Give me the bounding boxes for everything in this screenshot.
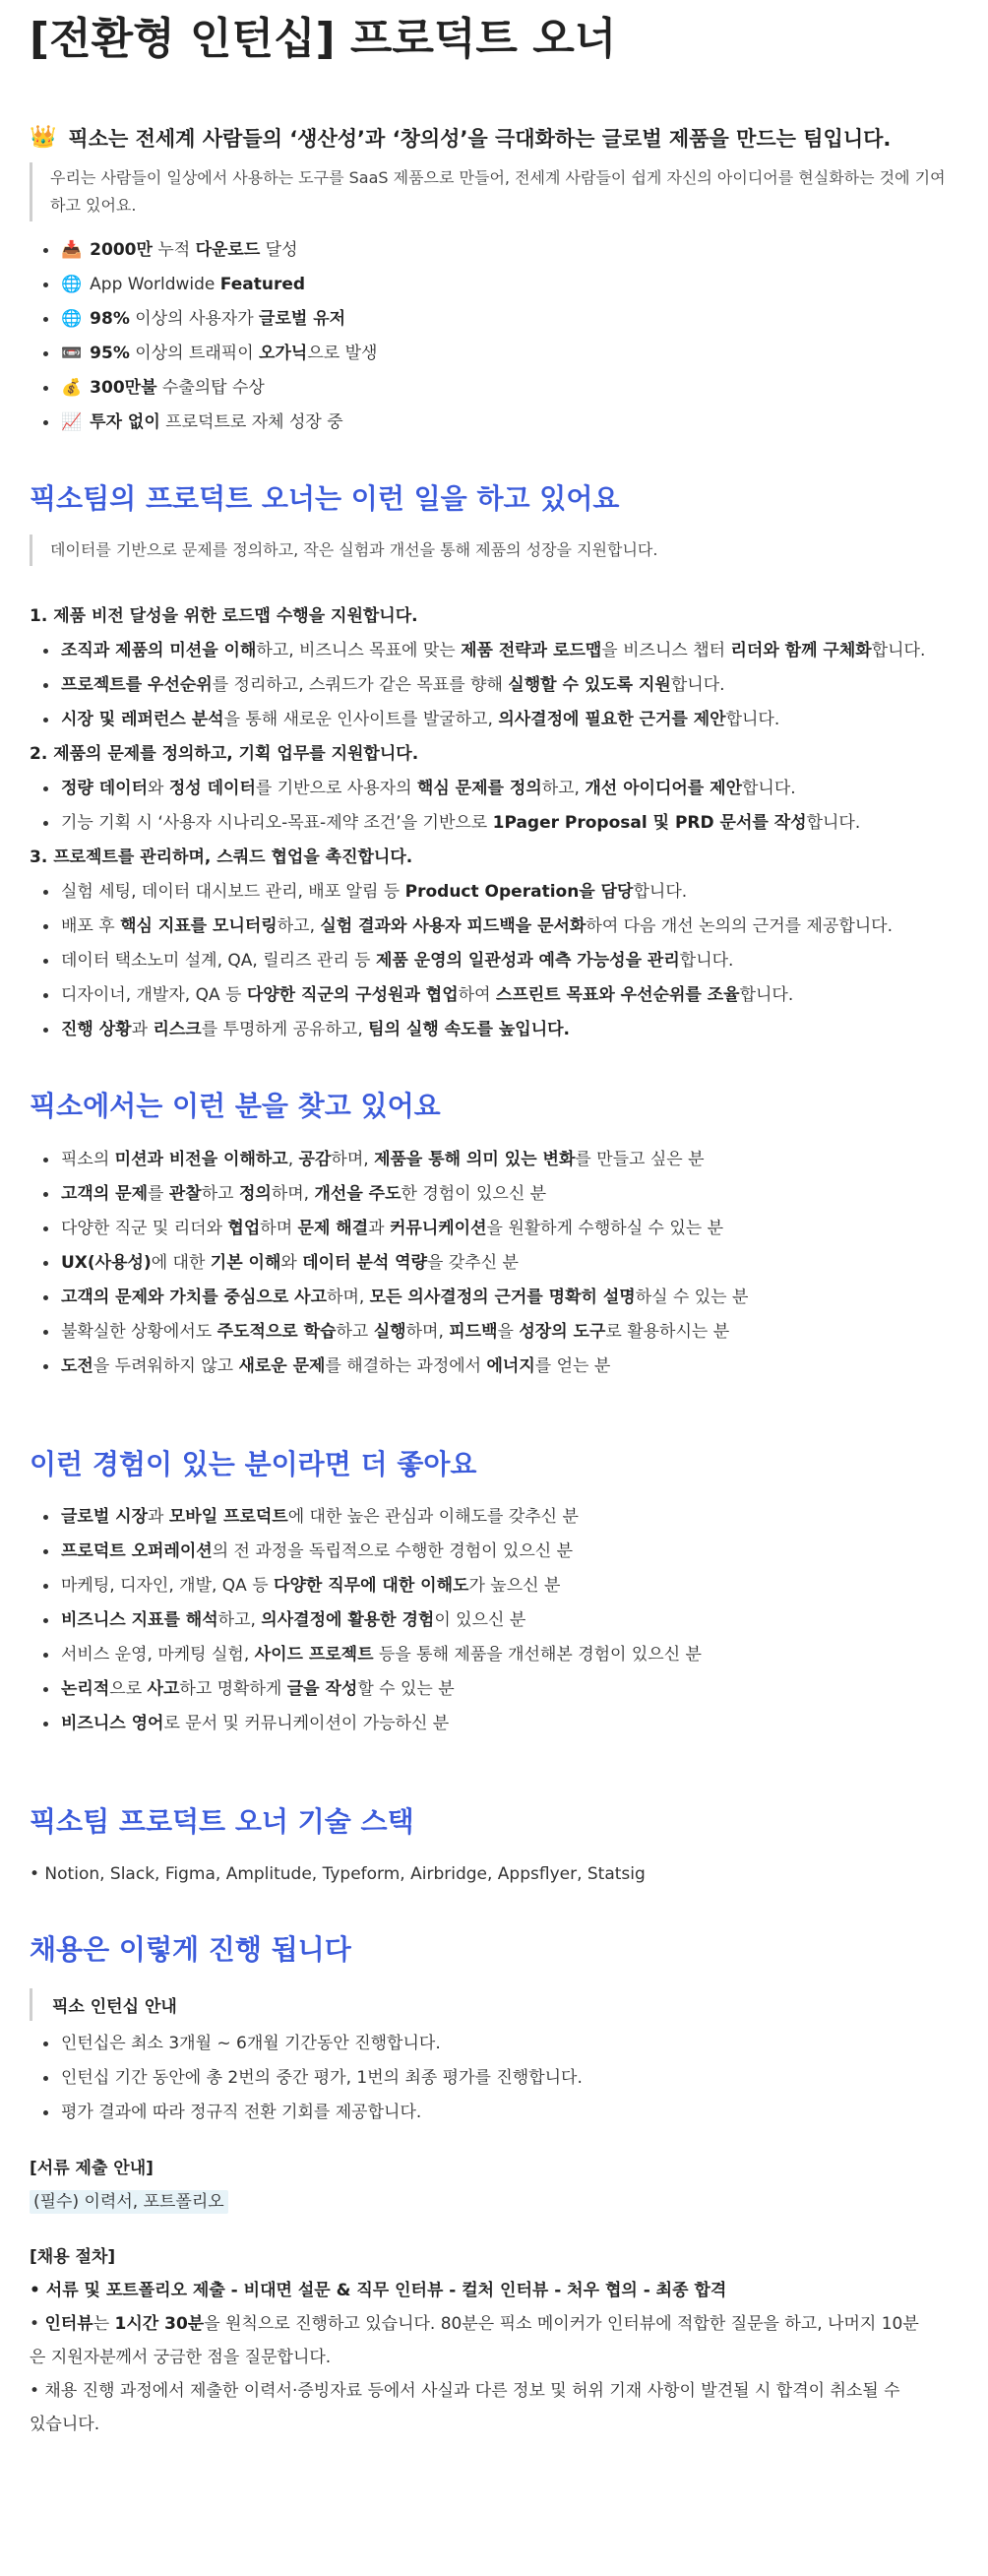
stat-item: [41, 406, 958, 440]
text: 하고: [201, 1183, 239, 1204]
bold-text: 진행 상황: [61, 1020, 132, 1040]
role-group-title: 3. 프로젝트를 관리하며, 스쿼드 협업을 촉진합니다.: [30, 848, 413, 868]
bold-text: 프로젝트를 우선순위: [61, 675, 213, 696]
bold-text: 조직과 제품의 미션을 이해: [61, 641, 257, 661]
bold-text: 리스크: [153, 1020, 202, 1040]
bold-text: 핵심 지표를 모니터링: [120, 916, 278, 937]
text: 을 원활하게 수행하실 수 있는 분: [486, 1218, 724, 1238]
stat-emoji-icon: 📈: [61, 411, 83, 432]
text: 픽소의: [61, 1149, 115, 1169]
page-title: [전환형 인턴십] 프로덕트 오너: [30, 14, 617, 64]
role-quote: 데이터를 기반으로 문제를 정의하고, 작은 실험과 개선을 통해 제품의 성장을 지원합니다.: [30, 534, 958, 566]
role-item: [41, 944, 958, 978]
intro-headline-text: 픽소는 전세계 사람들의 ‘생산성’과 ‘창의성’을 극대화하는 글로벌 제품을 만드는 팀입니다.: [68, 126, 892, 151]
bold-text: 다운로드: [195, 239, 261, 260]
section-role-heading: 픽소팀의 프로덕트 오너는 이런 일을 하고 있어요: [30, 481, 620, 515]
bold-text: 98%: [90, 308, 130, 329]
text: 합니다.: [670, 675, 725, 696]
text: App Worldwide: [90, 274, 220, 294]
stat-item: [41, 302, 958, 337]
text: 을 통해 새로운 인사이트를 발굴하고,: [223, 710, 499, 730]
bold-text: 개선 아이디어를 제안: [585, 779, 742, 799]
text: 를 해결하는 과정에서: [325, 1355, 487, 1376]
text: 누적: [152, 239, 196, 260]
bold-text: 공감: [298, 1149, 332, 1169]
looking-for-item: [41, 1350, 958, 1384]
text: 수출의탑 수상: [156, 377, 265, 398]
text: 마케팅, 디자인, 개발, QA 등: [61, 1575, 275, 1596]
text: 으로 발생: [307, 343, 378, 363]
internship-info-list: [30, 2027, 958, 2130]
stat-emoji-icon: 💰: [61, 377, 83, 398]
preferred-item: [41, 1638, 958, 1672]
bold-text: 투자 없이: [90, 411, 160, 432]
text: 합니다.: [806, 813, 861, 834]
bold-text: 고객의 문제와 가치를 중심으로 사고: [61, 1287, 328, 1307]
role-item: [41, 978, 958, 1013]
bold-text: 95%: [90, 343, 130, 363]
process-title: [채용 절차]: [30, 2246, 116, 2267]
text: 에 대한: [151, 1252, 211, 1273]
bold-text: 협업: [227, 1218, 261, 1238]
text: 이 있으신 분: [434, 1609, 526, 1630]
bold-text: 실험 결과와 사용자 피드백을 문서화: [320, 916, 587, 937]
crown-icon: 👑: [30, 125, 57, 151]
bold-text: 리더와 함께 구체화: [730, 641, 872, 661]
text: 프로덕트로 자체 성장 중: [159, 411, 343, 432]
section-tech-stack-heading: 픽소팀 프로덕트 오너 기술 스택: [30, 1804, 414, 1838]
text: ,: [287, 1149, 299, 1169]
text: 이상의 트래픽이: [129, 343, 260, 363]
looking-for-item: [41, 1281, 958, 1315]
text: 로 활용하시는 분: [605, 1321, 730, 1342]
tech-stack-line: • Notion, Slack, Figma, Amplitude, Typeform, Airbridge, Appsflyer, Statsig: [30, 1864, 646, 1885]
role-item: [41, 875, 958, 910]
section-hiring-process-heading: 채용은 이렇게 진행 됩니다: [30, 1933, 351, 1967]
looking-for-item: [41, 1212, 958, 1246]
docs-title: [서류 제출 안내]: [30, 2158, 154, 2178]
text: 과: [148, 1506, 169, 1527]
bold-text: 모바일 프로덕트: [168, 1506, 288, 1527]
bold-text: 시장 및 레퍼런스 분석: [61, 710, 224, 730]
intro-headline: [30, 123, 958, 153]
text: 와: [280, 1252, 303, 1273]
bold-text: 글을 작성: [286, 1678, 358, 1699]
stat-emoji-icon: 🌐: [61, 274, 83, 294]
stat-item: [41, 233, 958, 268]
stat-emoji-icon: 🌐: [61, 308, 83, 329]
preferred-item: [41, 1535, 958, 1569]
preferred-item: [41, 1707, 958, 1741]
text: 과: [368, 1218, 390, 1238]
text: 이상의 사용자가: [129, 308, 260, 329]
role-item: [41, 772, 958, 806]
bold-text: 스프린트 목표와 우선순위를 조율: [495, 985, 740, 1006]
looking-for-item: [41, 1315, 958, 1350]
role-item: [41, 806, 958, 841]
stat-item: [41, 371, 958, 406]
bold-text: 커뮤니케이션: [389, 1218, 487, 1238]
bold-text: 의사결정에 필요한 근거를 제안: [498, 710, 726, 730]
bold-text: 에너지: [486, 1355, 535, 1376]
looking-for-item: [41, 1246, 958, 1281]
text: 에 대한 높은 관심과 이해도를 갖추신 분: [287, 1506, 579, 1527]
text: 으로: [109, 1678, 148, 1699]
text: 를 만들고 싶은 분: [575, 1149, 705, 1169]
text: 합니다.: [742, 779, 796, 799]
bold-text: 논리적: [61, 1678, 110, 1699]
bold-text: 새로운 문제: [238, 1355, 326, 1376]
bold-text: 주도적으로 학습: [216, 1321, 337, 1342]
bold-text: 도전: [61, 1355, 93, 1376]
role-item: [41, 703, 958, 737]
bold-text: 다양한 직무에 대한 이해도: [274, 1575, 469, 1596]
bold-text: 300만불: [90, 377, 157, 398]
bold-text: 팀의 실행 속도를 높입니다.: [368, 1020, 570, 1040]
text: 합니다.: [739, 985, 794, 1006]
text: 배포 후: [61, 916, 121, 937]
text: •: [30, 2313, 45, 2334]
text: 등을 통해 제품을 개선해본 경험이 있으신 분: [373, 1644, 702, 1665]
preferred-list: [30, 1500, 958, 1741]
text: 을 비즈니스 챕터: [601, 641, 731, 661]
bold-text: 문제 해결: [297, 1218, 369, 1238]
bold-text: 실행: [373, 1321, 406, 1342]
bold-text: 미션과 비전을 이해하고: [114, 1149, 288, 1169]
docs-required-line: (필수) 이력서, 포트폴리오: [30, 2190, 228, 2214]
text: 하고,: [217, 1609, 262, 1630]
text: 하며,: [405, 1321, 450, 1342]
bold-text: 글로벌 시장: [61, 1506, 149, 1527]
text: 를 기반으로 사용자의: [255, 779, 417, 799]
bold-text: Featured: [219, 274, 306, 294]
text: 가 높으신 분: [468, 1575, 561, 1596]
role-item: [41, 1013, 958, 1047]
text: 달성: [260, 239, 298, 260]
bold-text: 오가닉: [259, 343, 308, 363]
text: 하고, 비즈니스 목표에 맞는: [256, 641, 462, 661]
bold-text: 2000만: [90, 239, 153, 260]
stat-item: [41, 337, 958, 371]
text: 을 두려워하지 않고: [93, 1355, 239, 1376]
bold-text: 정의: [238, 1183, 272, 1204]
bold-text: 정량 데이터: [61, 779, 149, 799]
role-group-title: 2. 제품의 문제를 정의하고, 기획 업무를 지원합니다.: [30, 744, 419, 765]
bold-text: 제품을 통해 의미 있는 변화: [374, 1149, 576, 1169]
text: 합니다.: [725, 710, 780, 730]
section-preferred-heading: 이런 경험이 있는 분이라면 더 좋아요: [30, 1447, 477, 1480]
notice-notes: [30, 2374, 958, 2441]
bold-text: 사고: [147, 1678, 180, 1699]
stat-emoji-icon: 📥: [61, 239, 83, 260]
text: 하며: [260, 1218, 298, 1238]
intro-quote: 우리는 사람들이 일상에서 사용하는 도구를 SaaS 제품으로 만들어, 전세계 사람들이 쉽게 자신의 아이디어를 현실화하는 것에 기여하고 있어요.: [30, 162, 958, 221]
text: 를 정리하고, 스쿼드가 같은 목표를 향해: [212, 675, 509, 696]
text: 하며,: [331, 1149, 375, 1169]
text: 합니다.: [871, 641, 926, 661]
bold-text: 모든 의사결정의 근거를 명확히 설명: [369, 1287, 636, 1307]
bold-text: 성장의 도구: [519, 1321, 606, 1342]
preferred-item: [41, 1672, 958, 1707]
text: 과: [131, 1020, 154, 1040]
role-groups: [30, 599, 958, 1047]
bold-text: 1시간 30분: [114, 2313, 205, 2334]
role-group-list: [30, 634, 958, 737]
looking-for-item: [41, 1177, 958, 1212]
bold-text: 핵심 문제를 정의: [416, 779, 542, 799]
bold-text: 프로덕트 오퍼레이션: [61, 1540, 213, 1561]
internship-info-item: 평가 결과에 따라 정규직 전환 기회를 제공합니다.: [41, 2096, 958, 2130]
preferred-item: [41, 1603, 958, 1638]
docs-line-wrap: [30, 2185, 958, 2219]
bold-text: 제품 전략과 로드맵: [461, 641, 602, 661]
internship-info-item: 인턴십 기간 동안에 총 2번의 중간 평가, 1번의 최종 평가를 진행합니다.: [41, 2061, 958, 2096]
stat-item: [41, 268, 958, 302]
text: 는: [93, 2313, 115, 2334]
bold-text: Product Operation을 담당: [404, 882, 634, 903]
preferred-item: [41, 1500, 958, 1535]
bold-text: 1Pager Proposal 및 PRD 문서를 작성: [492, 813, 807, 834]
role-group-list: [30, 772, 958, 841]
text: 를 얻는 분: [534, 1355, 611, 1376]
text: 다양한 직군 및 리더와: [61, 1218, 228, 1238]
role-item: [41, 668, 958, 703]
text: 하고,: [277, 916, 321, 937]
text: 하고 명확하게: [179, 1678, 287, 1699]
text: 을: [497, 1321, 520, 1342]
bold-text: 데이터 분석 역량: [302, 1252, 428, 1273]
process-steps: • 서류 및 포트폴리오 제출 - 비대면 설문 & 직무 인터뷰 - 컬처 인터뷰 - 처우 협의 - 최종 합격: [30, 2280, 727, 2300]
notice-line: • 채용 진행 과정에서 제출한 이력서·증빙자료 등에서 사실과 다른 정보 및 허위 기재 사항이 발견될 시 합격이 취소될 수: [30, 2380, 900, 2401]
interview-note-line: [30, 2307, 958, 2341]
bold-text: 개선을 주도: [314, 1183, 401, 1204]
bold-text: UX(사용성): [61, 1252, 152, 1273]
text: 한 경험이 있으신 분: [401, 1183, 547, 1204]
text: 합니다.: [679, 951, 734, 972]
bold-text: 의사결정에 활용한 경험: [261, 1609, 435, 1630]
text: 와: [148, 779, 169, 799]
text: 하여: [458, 985, 496, 1006]
text: 실험 세팅, 데이터 대시보드 관리, 배포 알림 등: [61, 882, 405, 903]
text: 디자이너, 개발자, QA 등: [61, 985, 247, 1006]
text: 을 원칙으로 진행하고 있습니다. 80분은 픽소 메이커가 인터뷰에 적합한 질문을 하고, 나머지 10분: [204, 2313, 919, 2334]
preferred-item: [41, 1569, 958, 1603]
bold-text: 제품 운영의 일관성과 예측 가능성을 관리: [375, 951, 680, 972]
looking-for-item: [41, 1143, 958, 1177]
internship-info-item: 인턴십은 최소 3개월 ~ 6개월 기간동안 진행합니다.: [41, 2027, 958, 2061]
text: 를 투명하게 공유하고,: [201, 1020, 369, 1040]
text: 하실 수 있는 분: [635, 1287, 749, 1307]
bold-text: 관찰: [168, 1183, 202, 1204]
bold-text: 피드백: [449, 1321, 498, 1342]
bold-text: 글로벌 유저: [259, 308, 346, 329]
text: 하며,: [327, 1287, 370, 1307]
text: 하며,: [271, 1183, 315, 1204]
text: 은 지원자분께서 궁금한 점을 질문합니다.: [30, 2347, 332, 2367]
interview-note-line: [30, 2341, 958, 2374]
role-group-title: 1. 제품 비전 달성을 위한 로드맵 수행을 지원합니다.: [30, 606, 418, 627]
text: 합니다.: [633, 882, 688, 903]
text: 를: [148, 1183, 169, 1204]
stat-emoji-icon: 📼: [61, 343, 83, 363]
internship-info-title: 픽소 인턴십 안내: [30, 1988, 958, 2021]
bold-text: 사이드 프로젝트: [254, 1644, 374, 1665]
notice-line: 있습니다.: [30, 2414, 100, 2434]
role-item: [41, 634, 958, 668]
text: 할 수 있는 분: [357, 1678, 455, 1699]
role-item: [41, 910, 958, 944]
text: 로 문서 및 커뮤니케이션이 가능하신 분: [163, 1713, 450, 1733]
text: 하여 다음 개선 논의의 근거를 제공합니다.: [586, 916, 893, 937]
role-group-list: [30, 875, 958, 1047]
text: 하고,: [541, 779, 586, 799]
bold-text: 비즈니스 지표를 해석: [61, 1609, 218, 1630]
section-looking-for-heading: 픽소에서는 이런 분을 찾고 있어요: [30, 1090, 441, 1123]
bold-text: 고객의 문제: [61, 1183, 149, 1204]
bold-text: 기본 이해: [210, 1252, 281, 1273]
text: 을 갖추신 분: [427, 1252, 519, 1273]
bold-text: 다양한 직군의 구성원과 협업: [246, 985, 459, 1006]
text: 의 전 과정을 독립적으로 수행한 경험이 있으신 분: [212, 1540, 573, 1561]
bold-text: 인터뷰: [44, 2313, 93, 2334]
bold-text: 정성 데이터: [168, 779, 256, 799]
text: 불확실한 상황에서도: [61, 1321, 217, 1342]
text: 서비스 운영, 마케팅 실험,: [61, 1644, 255, 1665]
bold-text: 비즈니스 영어: [61, 1713, 164, 1733]
text: 기능 기획 시 ‘사용자 시나리오-목표-제약 조건’을 기반으로: [61, 813, 493, 834]
stats-list: [30, 233, 958, 440]
text: 하고: [336, 1321, 374, 1342]
text: 데이터 택소노미 설계, QA, 릴리즈 관리 등: [61, 951, 376, 972]
looking-for-list: [30, 1143, 958, 1384]
bold-text: 실행할 수 있도록 지원: [508, 675, 671, 696]
interview-notes: [30, 2307, 958, 2374]
